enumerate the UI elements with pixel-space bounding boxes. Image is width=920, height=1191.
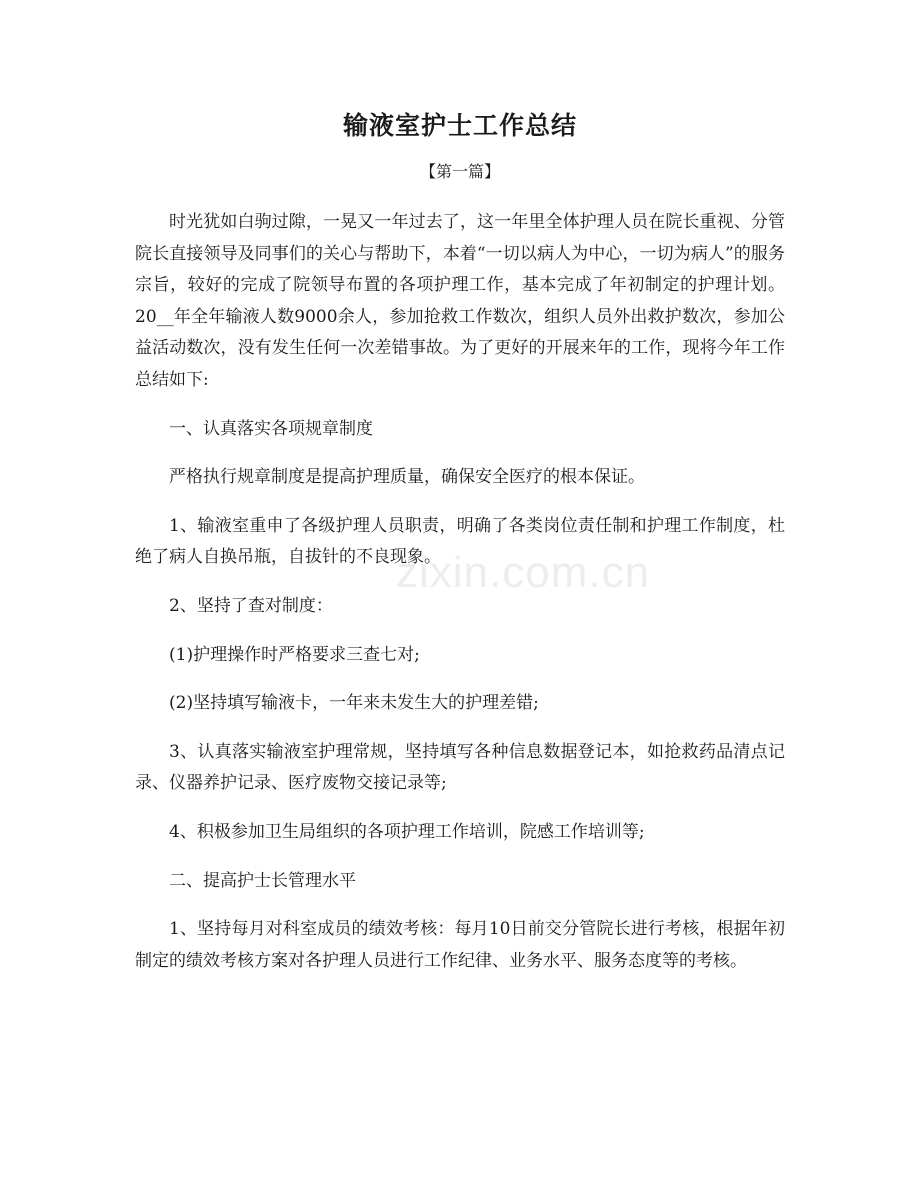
watermark: zixin.com.cn xyxy=(396,548,651,597)
document-subtitle: 【第一篇】 xyxy=(419,162,500,181)
list-item: 1、输液室重申了各级护理人员职责，明确了各类岗位责任制和护理工作制度，杜绝了病人自换吊瓶，自拔针的不良现象。 xyxy=(135,515,785,568)
list-item: 2、坚持了查对制度： xyxy=(169,595,333,616)
section-heading-1: 一、认真落实各项规章制度 xyxy=(169,418,373,439)
document-body xyxy=(135,207,785,994)
document-title: 输液室护士工作总结 xyxy=(342,111,577,140)
sub-list-item: (1)护理操作时严格要求三查七对; xyxy=(169,644,420,665)
sub-list-item: (2)坚持填写输液卡，一年来未发生大的护理差错; xyxy=(169,693,539,714)
list-item: 1、坚持每月对科室成员的绩效考核：每月10日前交分管院长进行考核，根据年初制定的绩效考核方案对各护理人员进行工作纪律、业务水平、服务态度等的考核。 xyxy=(135,919,785,971)
body-paragraph: 严格执行规章制度是提高护理质量，确保安全医疗的根本保证。 xyxy=(169,467,645,488)
list-item: 3、认真落实输液室护理常规，坚持填写各种信息数据登记本，如抢救药品清点记录、仪器养护记录、医疗废物交接记录等; xyxy=(135,741,785,794)
list-item: 4、积极参加卫生局组织的各项护理工作培训，院感工作培训等; xyxy=(169,821,645,842)
section-heading-2: 二、提高护士长管理水平 xyxy=(169,870,356,891)
intro-paragraph: 时光犹如白驹过隙，一晃又一年过去了，这一年里全体护理人员在院长重视、分管院长直接领导及同事们的关心与帮助下，本着“一切以病人为中心，一切为病人”的服务宗旨，较好的完成了院领导布置的各项护理工作，基本完成了年初制定的护理计划。20__年全年输液人数9000余人，参加抢救工作数次，组织人员外出救护数次，参加公益活动数次，没有发生任何一次差错事故。为了更好的开展来年的工作，现将今年工作总结如下: xyxy=(135,212,785,390)
